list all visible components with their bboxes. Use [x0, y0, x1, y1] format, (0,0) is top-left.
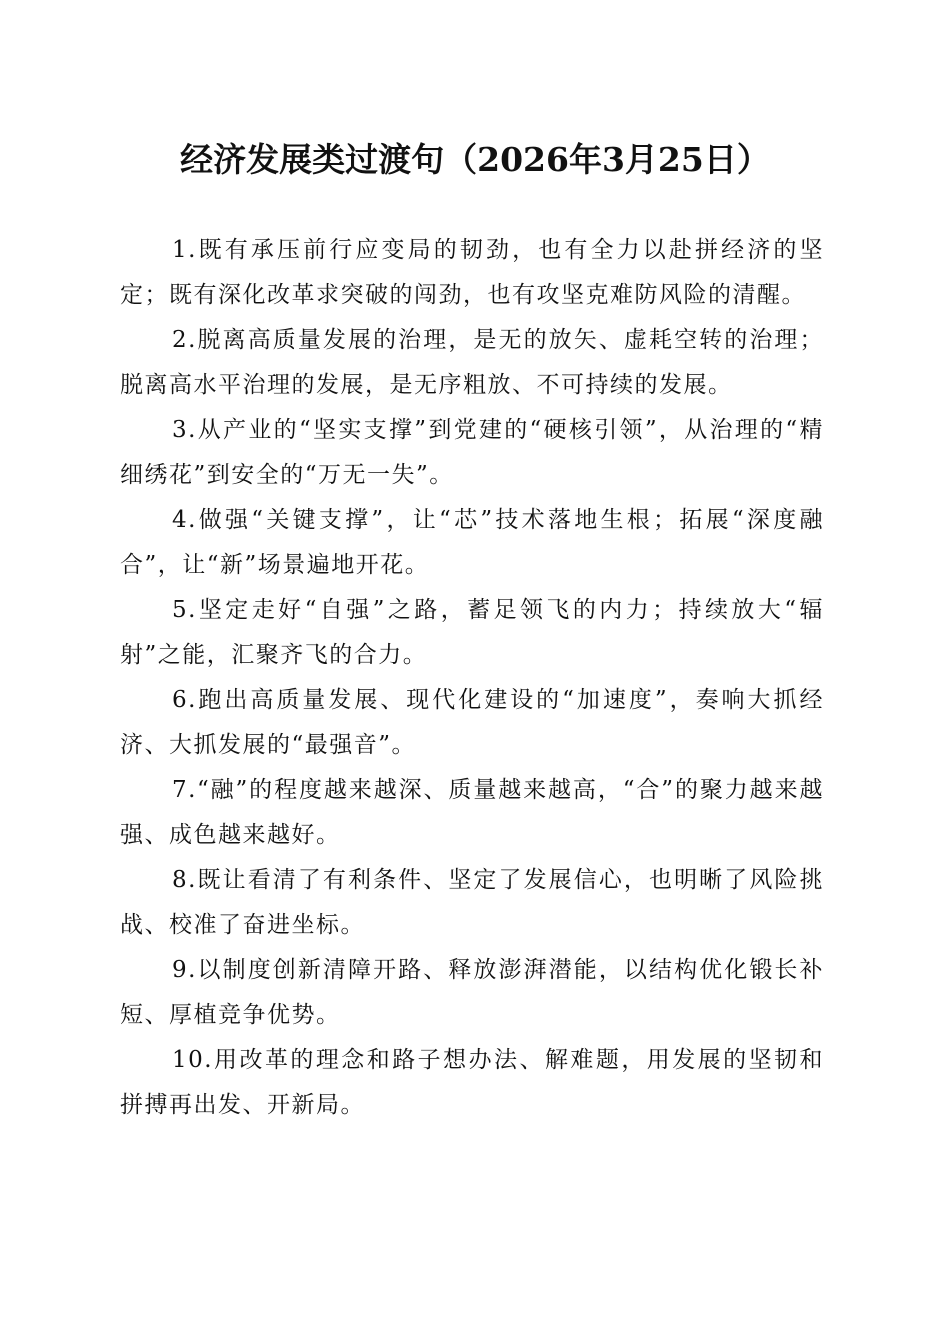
paragraph-9: 9.以制度创新清障开路、释放澎湃潜能，以结构优化锻长补短、厚植竞争优势。 — [120, 957, 824, 1028]
paragraph-4: 4.做强“关键支撑”，让“芯”技术落地生根；拓展“深度融合”，让“新”场景遍地开花。 — [120, 507, 824, 578]
paragraph-7: 7.“融”的程度越来越深、质量越来越高，“合”的聚力越来越强、成色越来越好。 — [120, 777, 824, 848]
paragraph-3: 3.从产业的“坚实支撑”到党建的“硬核引领”，从治理的“精细绣花”到安全的“万无一失”。 — [120, 417, 824, 488]
paragraph-5: 5.坚定走好“自强”之路，蓄足领飞的内力；持续放大“辐射”之能，汇聚齐飞的合力。 — [120, 597, 824, 668]
paragraph-6: 6.跑出高质量发展、现代化建设的“加速度”，奏响大抓经济、大抓发展的“最强音”。 — [120, 687, 824, 758]
paragraph-2: 2.脱离高质量发展的治理，是无的放矢、虚耗空转的治理；脱离高水平治理的发展，是无序粗放、不可持续的发展。 — [120, 327, 824, 398]
paragraph-8: 8.既让看清了有利条件、坚定了发展信心，也明晰了风险挑战、校准了奋进坐标。 — [120, 867, 824, 938]
document-body — [120, 228, 824, 1128]
document-title: 经济发展类过渡句（2026年3月25日） — [180, 140, 770, 179]
paragraph-1: 1.既有承压前行应变局的韧劲，也有全力以赴拼经济的坚定；既有深化改革求突破的闯劲，也有攻坚克难防风险的清醒。 — [120, 237, 824, 308]
paragraph-10: 10.用改革的理念和路子想办法、解难题，用发展的坚韧和拼搏再出发、开新局。 — [120, 1047, 824, 1118]
